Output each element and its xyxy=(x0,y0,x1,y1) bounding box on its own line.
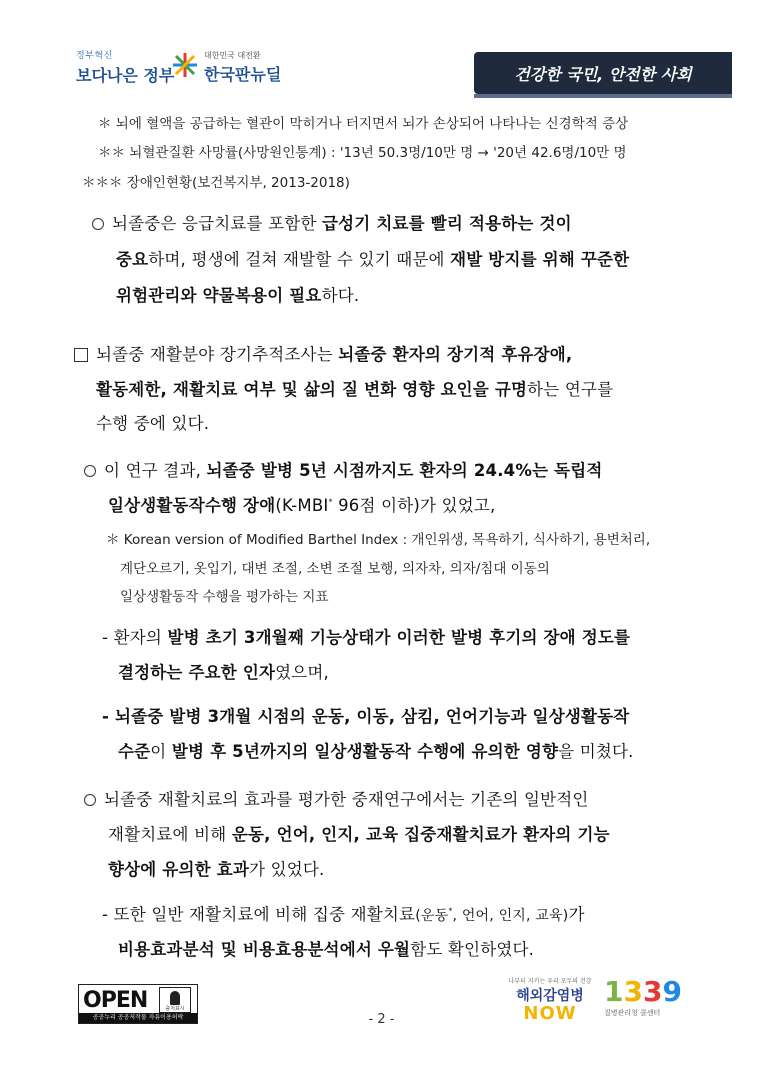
p4-line-1: 뇌졸중 재활치료의 효과를 평가한 중재연구에서는 기존의 일반적인 xyxy=(84,786,589,810)
logo1-small-text: 정부혁신 xyxy=(76,51,113,61)
now-big-text-2: NOW xyxy=(523,1003,577,1024)
p2-line-2: 활동제한, 재활치료 여부 및 삶의 질 변화 영향 요인을 규명하는 연구를 xyxy=(96,380,614,399)
1339-caption: 질병관리청 콜센터 xyxy=(604,1009,661,1017)
circle-bullet-icon xyxy=(84,794,96,806)
kmbi-note-line-3: 일상생활동작 수행을 평가하는 지표 xyxy=(120,589,329,605)
1339-digits: 1339 xyxy=(604,975,682,1008)
page-number: - 2 - xyxy=(368,1012,395,1027)
footnote-2: ＊＊ 뇌혈관질환 사망률(사망원인통계) : '13년 50.3명/10만 명 → '20년 42.6명/10만 명 xyxy=(98,145,627,161)
p2-line-3: 수행 중에 있다. xyxy=(96,414,210,433)
footnote-3: ＊＊＊ 장애인현황(보건복지부, 2013-2018) xyxy=(82,175,350,191)
d1-line-2: 결정하는 주요한 인자였으며, xyxy=(118,663,330,682)
attribution-box xyxy=(159,987,191,1013)
kmbi-note-line-1: ＊ Korean version of Modified Barthel Index : 개인위생, 목욕하기, 식사하기, 용변처리, xyxy=(106,532,651,548)
p1-line-2: 중요하며, 평생에 걸쳐 재발할 수 있기 때문에 재발 방지를 위해 꾸준한 xyxy=(116,250,630,269)
now-big-text-1: 해외감염병 xyxy=(516,988,584,1004)
p4-line-2: 재활치료에 비해 운동, 언어, 인지, 교육 집중재활치료가 환자의 기능 xyxy=(108,825,610,844)
footnote-1: ＊ 뇌에 혈액을 공급하는 혈관이 막히거나 터지면서 뇌가 손상되어 나타나는 신경학적 증상 xyxy=(98,116,629,132)
d2-line-2: 수준이 발병 후 5년까지의 일상생활동작 수행에 유의한 영향을 미쳤다. xyxy=(118,742,634,761)
logo2-small-text: 대한민국 대전환 xyxy=(204,51,261,60)
d3-line-1: - 또한 일반 재활치료에 비해 집중 재활치료(운동*, 언어, 인지, 교육)가 xyxy=(102,905,585,924)
p1-line-1: 뇌졸중은 응급치료를 포함한 급성기 치료를 빨리 적용하는 것이 xyxy=(92,210,572,234)
kdca-1339-logo xyxy=(604,976,690,1026)
overseas-infection-now-logo xyxy=(508,976,592,1026)
gov-innovation-logo xyxy=(76,48,175,92)
circle-bullet-icon xyxy=(92,218,104,230)
d1-line-1: - 환자의 발병 초기 3개월째 기능상태가 이러한 발병 후기의 장애 정도를 xyxy=(102,628,631,647)
slogan-text: 건강한 국민, 안전한 사회 xyxy=(514,65,692,84)
circle-bullet-icon xyxy=(84,465,96,477)
d3-line-2: 비용효과분석 및 비용효용분석에서 우월함도 확인하였다. xyxy=(118,940,535,959)
new-deal-star-icon xyxy=(172,52,198,78)
person-icon xyxy=(170,991,180,1005)
p3-line-2: 일상생활동작수행 장애(K-MBI* 96점 이하)가 있었고, xyxy=(108,496,496,515)
square-bullet-icon xyxy=(74,348,88,362)
p2-line-1: 뇌졸중 재활분야 장기추적조사는 뇌졸중 환자의 장기적 후유장애, xyxy=(74,341,572,365)
p4-line-3: 향상에 유의한 효과가 있었다. xyxy=(108,860,325,879)
page-header xyxy=(0,0,763,100)
now-small-text: 나부터 지키는 우리 모두의 건강 xyxy=(508,978,592,985)
logo2-big-text: 한국판뉴딜 xyxy=(204,65,282,84)
p1-line-3: 위험관리와 약물복용이 필요하다. xyxy=(116,286,360,305)
korean-new-deal-logo xyxy=(172,48,312,92)
d2-line-1: - 뇌졸중 발병 3개월 시점의 운동, 이동, 삼킴, 언어기능과 일상생활동작 xyxy=(102,707,630,726)
kogl-strip: 공공누리 공공저작물 자유이용허락 xyxy=(79,1013,197,1023)
slogan-banner xyxy=(474,52,732,94)
kmbi-note-line-2: 계단오르기, 옷입기, 대변 조절, 소변 조절 보행, 의자차, 의자/침대 이동의 xyxy=(120,561,550,577)
logo1-big-text: 보다나은 정부 xyxy=(76,66,175,85)
attribution-caption: 출처표시 xyxy=(165,1006,185,1012)
open-text: OPEN xyxy=(83,988,148,1013)
p3-line-1: 이 연구 결과, 뇌졸중 발병 5년 시점까지도 환자의 24.4%는 독립적 xyxy=(84,457,603,481)
